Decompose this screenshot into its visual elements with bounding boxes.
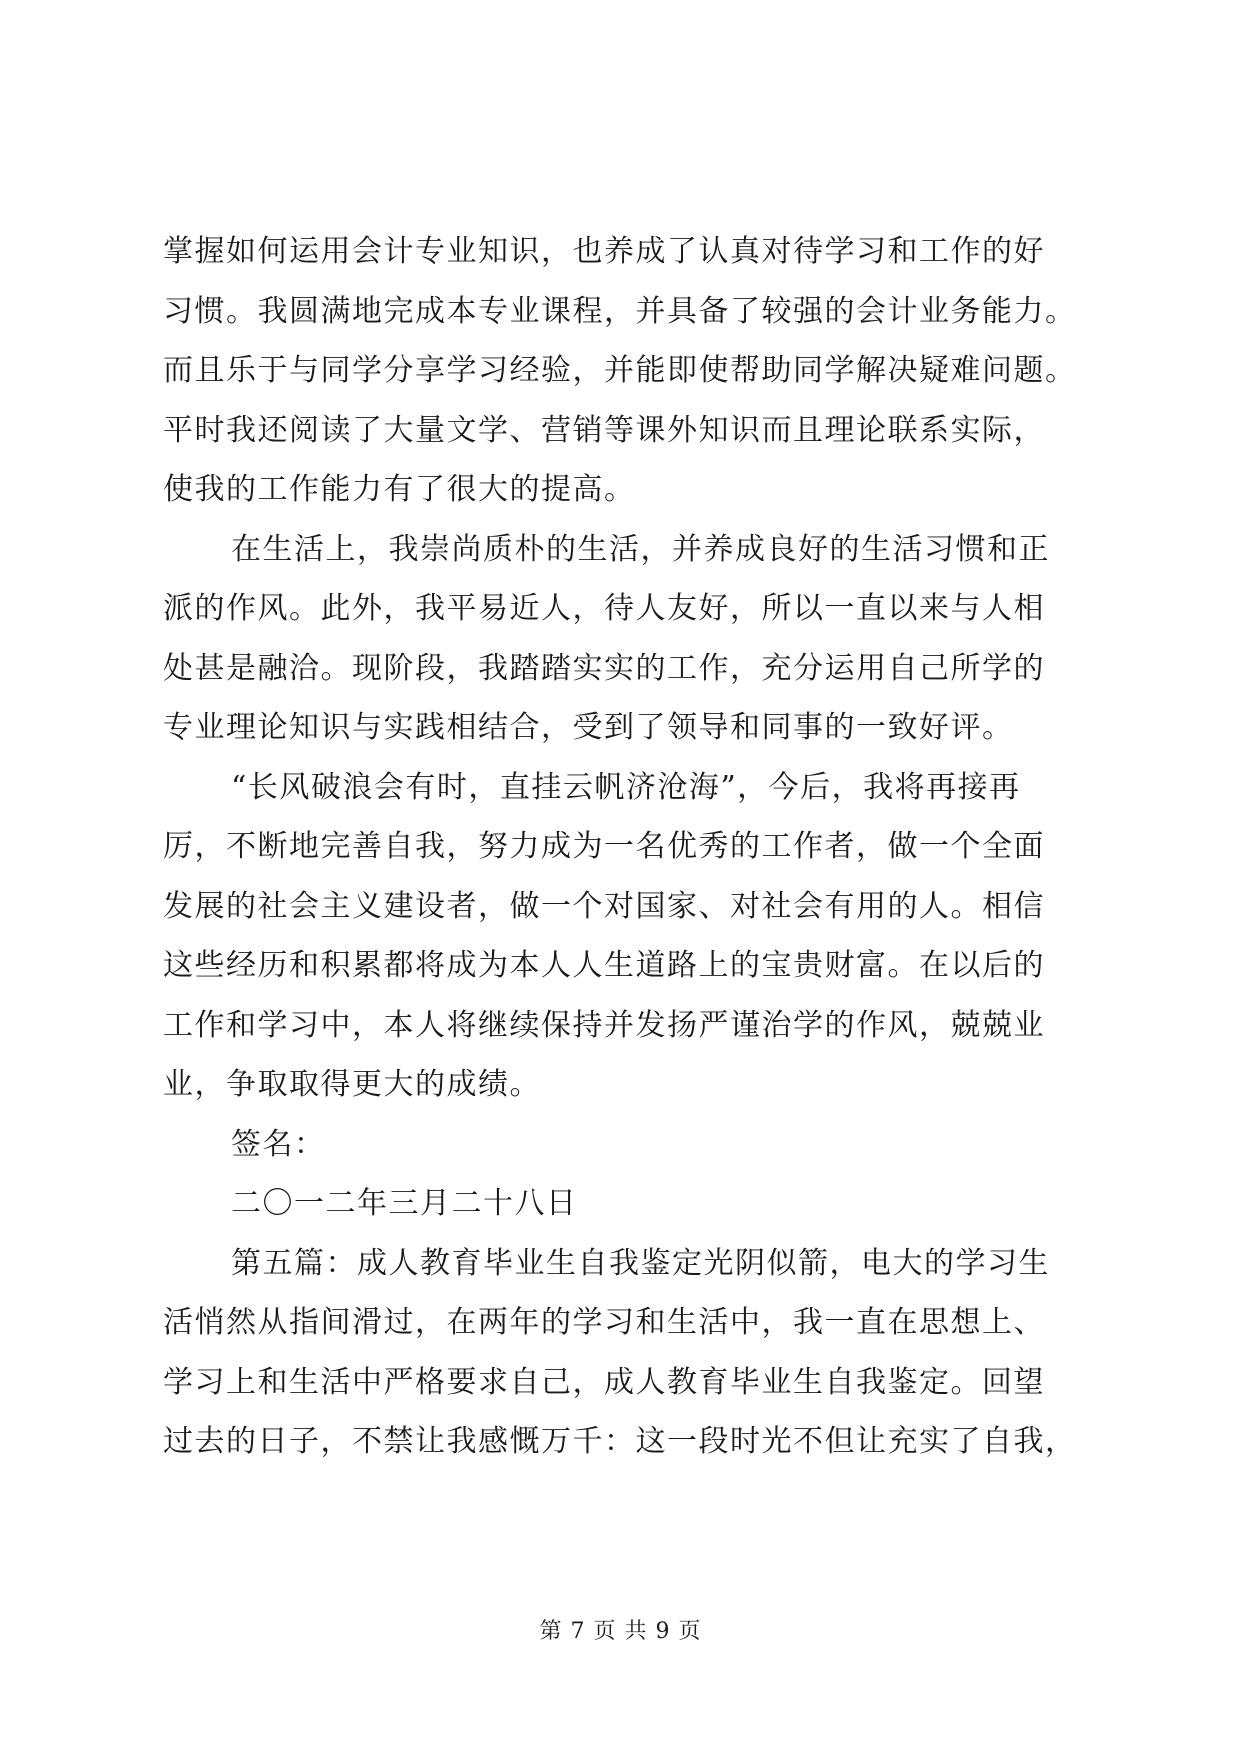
text-line: 处甚是融洽。现阶段，我踏踏实实的工作，充分运用自己所学的 (163, 650, 1045, 686)
text-line: 过去的日子，不禁让我感慨万千：这一段时光不但让充实了自我， (163, 1424, 1077, 1459)
text-line: 平时我还阅读了大量文学、营销等课外知识而且理论联系实际， (163, 412, 1045, 448)
text-line: 工作和学习中，本人将继续保持并发扬严谨治学的作风，兢兢业 (163, 1007, 1045, 1043)
text-line: 习惯。我圆满地完成本专业课程，并具备了较强的会计业务能力。 (163, 293, 1077, 329)
section-heading-line: 第五篇：成人教育毕业生自我鉴定光阴似箭，电大的学习生 (231, 1245, 1050, 1281)
text-line: 厉，不断地完善自我，努力成为一名优秀的工作者，做一个全面 (163, 829, 1045, 864)
paragraph-start-line: 在生活上，我崇尚质朴的生活，并养成良好的生活习惯和正 (231, 531, 1050, 567)
text-line: 业，争取取得更大的成绩。 (163, 1067, 541, 1102)
text-line: 而且乐于与同学分享学习经验，并能即使帮助同学解决疑难问题。 (163, 353, 1077, 388)
text-line: 专业理论知识与实践相结合，受到了领导和同事的一致好评。 (163, 710, 1014, 745)
paragraph-start-line: “长风破浪会有时，直挂云帆济沧海”，今后，我将再接再 (231, 769, 1021, 805)
page-number-footer: 第 7 页 共 9 页 (539, 1619, 702, 1644)
text-line: 这些经历和积累都将成为本人人生道路上的宝贵财富。在以后的 (163, 948, 1045, 983)
date-line: 二〇一二年三月二十八日 (231, 1186, 578, 1221)
text-line: 使我的工作能力有了很大的提高。 (163, 472, 636, 507)
text-line: 派的作风。此外，我平易近人，待人友好，所以一直以来与人相 (163, 591, 1045, 626)
text-line: 掌握如何运用会计专业知识，也养成了认真对待学习和工作的好 (163, 234, 1045, 269)
text-line: 学习上和生活中严格要求自己，成人教育毕业生自我鉴定。回望 (163, 1364, 1045, 1400)
document-body (163, 222, 1123, 1472)
text-line: 发展的社会主义建设者，做一个对国家、对社会有用的人。相信 (163, 888, 1045, 924)
signature-label: 签名： (231, 1126, 326, 1162)
text-line: 活悄然从指间滑过，在两年的学习和生活中，我一直在思想上、 (163, 1305, 1045, 1340)
